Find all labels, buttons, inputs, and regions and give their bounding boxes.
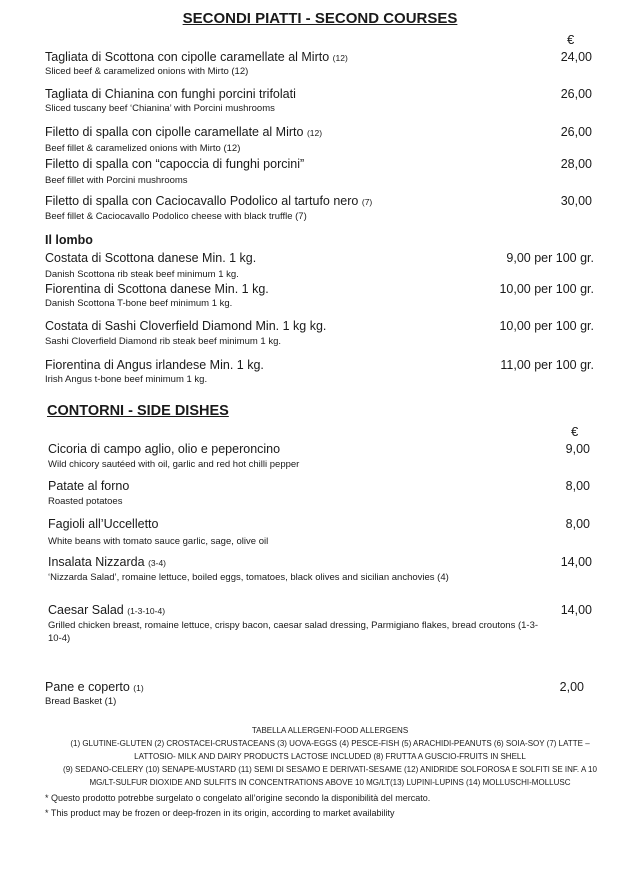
menu-item-price: 8,00 — [565, 517, 590, 531]
menu-item-description: Sliced tuscany beef ‘Chianina’ with Porcini mushrooms — [45, 103, 275, 114]
dish-name: Caesar Salad — [48, 603, 124, 617]
dish-name: Insalata Nizzarda — [48, 555, 145, 569]
allergen-codes: (7) — [361, 197, 373, 207]
menu-item-price: 14,00 — [560, 555, 592, 569]
dish-name: Fagioli all’Uccelletto — [48, 517, 159, 531]
menu-item-description: Danish Scottona rib steak beef minimum 1 kg. — [45, 269, 239, 280]
dish-name: Filetto di spalla con Caciocavallo Podolico al tartufo nero — [45, 194, 359, 208]
menu-item-price: 14,00 — [560, 603, 592, 617]
menu-item-description: Danish Scottona T-bone beef minimum 1 kg. — [45, 298, 233, 309]
menu-item-description: 10-4) — [48, 633, 71, 644]
allergen-line: (9) SEDANO-CELERY (10) SENAPE-MUSTARD (11) SEMI DI SESAMO E DERIVATI-SESAME (12) ANIDRIDE SOLFOROSA E SOLFITI SE INF. A 10 MG/LT-SULFUR DIOXIDE AND SULFITS IN CONCENTRATIONS ABOVE 10 MG/LT(13) LUPINI-LUPINS (14) MOLLUSCHI-MOLLUSC — [63, 765, 597, 787]
menu-item-price: 26,00 — [560, 87, 592, 101]
menu-item-name — [45, 251, 256, 265]
menu-item-name — [45, 358, 264, 372]
menu-item-description: Sashi Cloverfield Diamond rib steak beef minimum 1 kg. — [45, 336, 282, 347]
menu-item-price: 10,00 per 100 gr. — [499, 282, 594, 296]
dish-name: Filetto di spalla con “capoccia di funghi porcini” — [45, 157, 305, 171]
dish-name: Cicoria di campo aglio, olio e peperoncino — [48, 442, 281, 456]
menu-item-price: 11,00 per 100 gr. — [500, 358, 594, 372]
menu-item-description: Beef fillet & caramelized onions with Mirto (12) — [45, 143, 241, 154]
menu-item-price: 10,00 per 100 gr. — [499, 319, 594, 333]
dish-name: Costata di Sashi Cloverfield Diamond Min. 1 kg kg. — [45, 319, 327, 333]
menu-item-name — [48, 442, 280, 456]
footnote: * Questo prodotto potrebbe surgelato o congelato all’origine secondo la disponibilità del mercato. — [45, 793, 431, 803]
allergen-table — [20, 724, 640, 789]
menu-item-description: Roasted potatoes — [48, 496, 123, 507]
dish-name: Fiorentina di Scottona danese Min. 1 kg. — [45, 282, 269, 296]
menu-item-description: White beans with tomato sauce garlic, sage, olive oil — [48, 536, 269, 547]
dish-name: Filetto di spalla con cipolle caramellate al Mirto — [45, 125, 304, 139]
menu-item-price: 26,00 — [560, 125, 592, 139]
menu-item-price: 2,00 — [559, 680, 584, 694]
section-title-side-dishes: CONTORNI - SIDE DISHES — [47, 403, 229, 419]
menu-item-price: 9,00 per 100 gr. — [506, 251, 594, 265]
menu-item-name — [45, 282, 269, 296]
menu-item-name — [45, 194, 372, 208]
menu-item-description: Beef fillet with Porcini mushrooms — [45, 175, 188, 186]
menu-item-description: Wild chicory sautéed with oil, garlic and red hot chilli pepper — [48, 459, 300, 470]
allergen-codes: (12) — [306, 128, 323, 138]
menu-item-name — [48, 479, 129, 493]
menu-item-name — [45, 50, 348, 64]
menu-item-name — [48, 517, 158, 531]
menu-item-name — [45, 87, 296, 101]
subsection-title-lombo: Il lombo — [45, 233, 93, 247]
dish-name: Tagliata di Scottona con cipolle caramellate al Mirto — [45, 50, 330, 64]
dish-name: Tagliata di Chianina con funghi porcini trifolati — [45, 87, 296, 101]
menu-item-name — [45, 319, 326, 333]
menu-item-price: 28,00 — [560, 157, 592, 171]
menu-item-price: 8,00 — [565, 479, 590, 493]
menu-item-name — [45, 680, 144, 694]
menu-item-description: ‘Nizzarda Salad’, romaine lettuce, boiled eggs, tomatoes, black olives and sicilian anchovies (4) — [48, 572, 449, 583]
dish-name: Pane e coperto — [45, 680, 130, 694]
dish-name: Costata di Scottona danese Min. 1 kg. — [45, 251, 257, 265]
menu-item-name — [48, 555, 166, 569]
dish-name: Patate al forno — [48, 479, 130, 493]
currency-label: € — [567, 32, 575, 47]
allergen-codes: (1) — [133, 683, 144, 693]
menu-item-description: Irish Angus t-bone beef minimum 1 kg. — [45, 374, 208, 385]
allergen-codes: (12) — [332, 53, 348, 63]
allergen-codes: (3-4) — [148, 558, 167, 568]
menu-item-description: Grilled chicken breast, romaine lettuce, crispy bacon, caesar salad dressing, Parmigiano flakes, bread croutons (1-3- — [48, 620, 539, 631]
allergen-title: TABELLA ALLERGENI-FOOD ALLERGENS — [251, 726, 409, 735]
allergen-codes: (1-3-10-4) — [127, 606, 166, 616]
menu-item-price: 24,00 — [560, 50, 592, 64]
menu-item-name — [48, 603, 165, 617]
menu-item-price: 9,00 — [565, 442, 590, 456]
allergen-line: (1) GLUTINE-GLUTEN (2) CROSTACEI-CRUSTACEANS (3) UOVA-EGGS (4) PESCE-FISH (5) ARACHIDI-PEANUTS (6) SOIA-SOY (7) LATTE – LATTOSIO- MILK AND DAIRY PRODUCTS LACTOSE INCLUDED (8) FRUTTA A GUSCIO-FRUITS IN SHELL — [70, 739, 590, 761]
currency-label: € — [571, 424, 579, 439]
menu-item-description: Sliced beef & caramelized onions with Mirto (12) — [45, 66, 249, 77]
dish-name: Fiorentina di Angus irlandese Min. 1 kg. — [45, 358, 264, 372]
menu-item-description: Beef fillet & Caciocavallo Podolico cheese with black truffle (7) — [45, 211, 307, 222]
menu-item-price: 30,00 — [560, 194, 592, 208]
menu-item-description: Bread Basket (1) — [45, 696, 117, 707]
footnote: * This product may be frozen or deep-frozen in its origin, according to market availability — [45, 808, 395, 818]
menu-item-name — [45, 125, 322, 139]
menu-item-name — [45, 157, 304, 171]
section-title-second-courses: SECONDI PIATTI - SECOND COURSES — [182, 10, 458, 27]
